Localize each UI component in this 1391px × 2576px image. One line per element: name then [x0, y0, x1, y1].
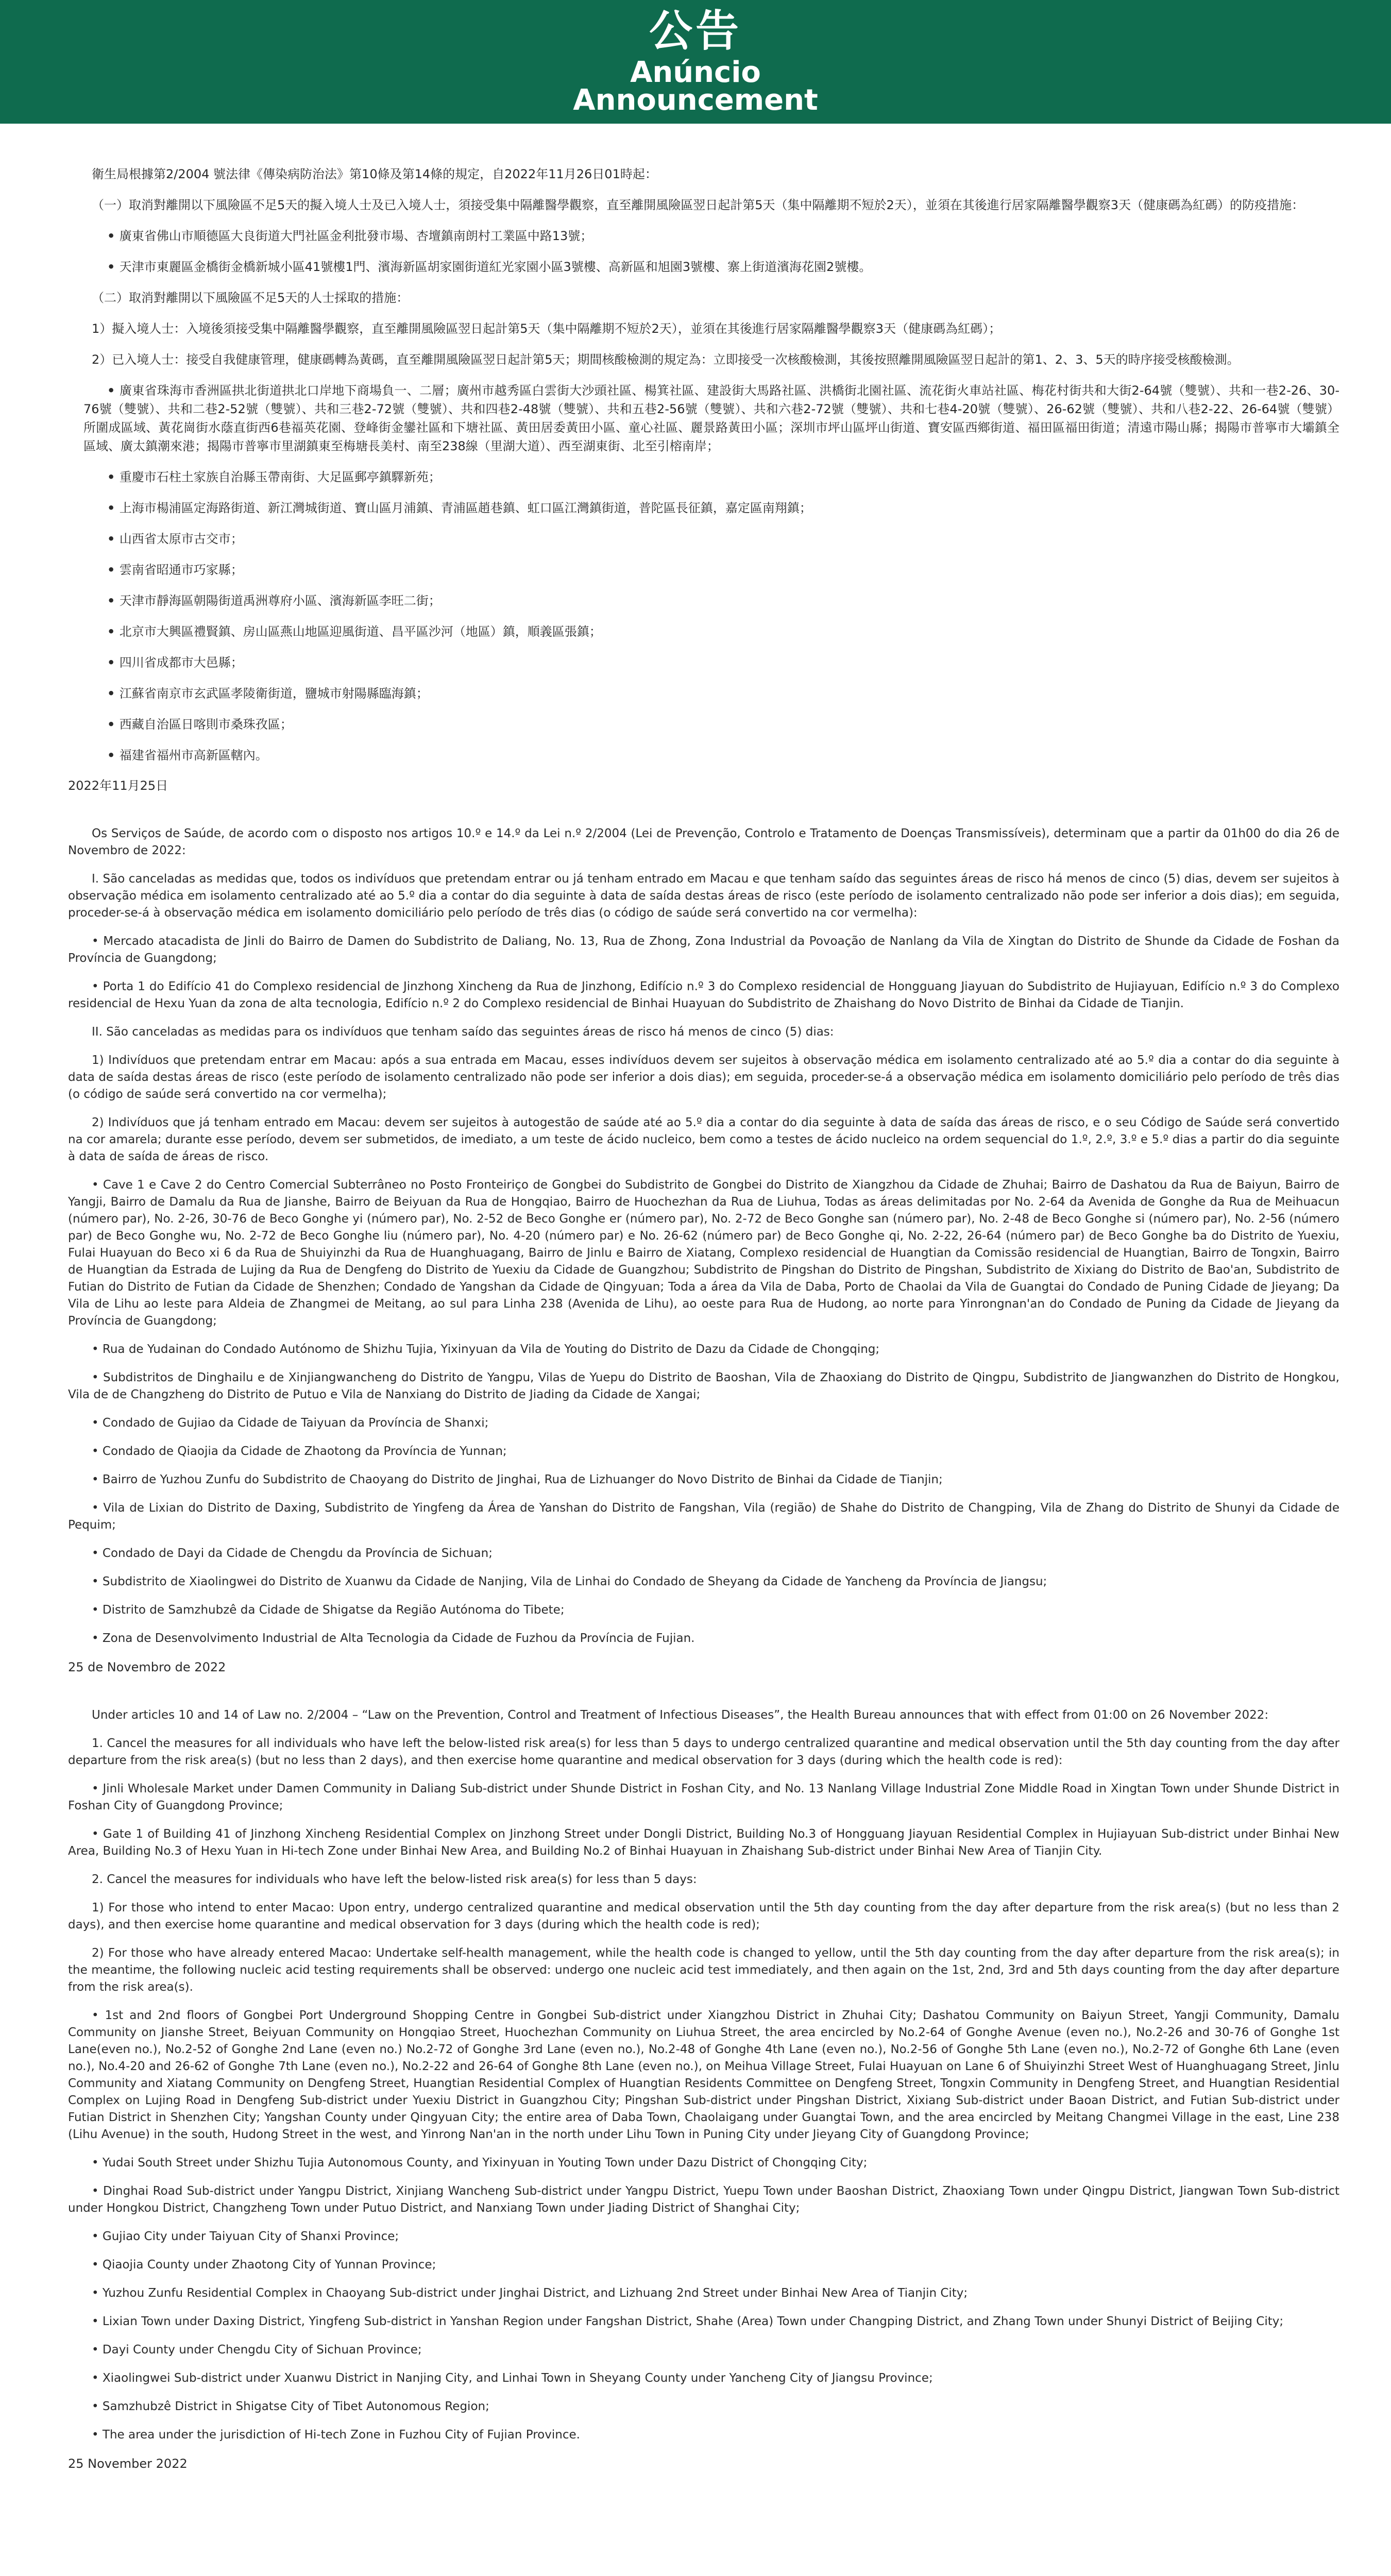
zh-date: 2022年11月25日 [68, 778, 168, 793]
list-item: • Porta 1 do Edifício 41 do Complexo residencial de Jinzhong Xincheng da Rua de Jinzhong, Edifício n.º 3 do Complexo residencial de Hongguang Jiayuan do Subdistrito de Hujiayuan, Edifício n.º 3 do Complexo residencial de Hexu Yuan da zona de alta tecnologia, Edifício n.º 2 do Complexo residencial de Binhai Huayuan do Subdistrito de Zhaishang do Novo Distrito de Binhai da Cidade de Tianjin. [68, 980, 1339, 1010]
list-item: • The area under the jurisdiction of Hi-tech Zone in Fuzhou City of Fujian Province. [92, 2428, 580, 2442]
pt-intro: Os Serviços de Saúde, de acordo com o disposto nos artigos 10.º e 14.º da Lei n.º 2/2004 (Lei de Prevenção, Controlo e Tratamento de Doenças Transmissíveis), determinam que a partir da 01h00 do dia 26 de Novembro de 2022: [68, 827, 1339, 857]
list-item: • Qiaojia County under Zhaotong City of Yunnan Province; [92, 2258, 436, 2272]
en-para-1: 1. Cancel the measures for all individuals who have left the below-listed risk area(s) for less than 5 days to undergo centralized quarantine and medical observation until the 5th day counting from the day after departure from the risk area(s) (but no less than 2 days), and then exercise home quarantine and medical observation for 3 days (during which the health code is red): [68, 1737, 1339, 1767]
list-item: • Subdistrito de Xiaolingwei do Distrito de Xuanwu da Cidade de Nanjing, Vila de Linhai do Condado de Sheyang da Cidade de Yancheng da Província de Jiangsu; [92, 1575, 1047, 1588]
list-item: • Lixian Town under Daxing District, Yingfeng Sub-district in Yanshan Region under Fangshan District, Shahe (Area) Town under Changping District, and Zhang Town under Shunyi District of Beijing City; [92, 2315, 1284, 2328]
pt-para-1: I. São canceladas as medidas que, todos os indivíduos que pretendam entrar ou já tenham entrado em Macau e que tenham saído das seguintes áreas de risco há menos de cinco (5) dias, devem ser sujeitos à observação médica em isolamento centralizado até ao 5.º dia a contar do dia seguinte à data de saída destas áreas de risco (este período de isolamento centralizado não pode ser inferior a dois dias); em seguida, proceder-se-á à observação médica em isolamento domiciliário pelo período de três dias (o código de saúde será convertido na cor vermelha): [68, 872, 1339, 920]
list-item: • Condado de Qiaojia da Cidade de Zhaotong da Província de Yunnan; [92, 1445, 507, 1458]
list-item: • Cave 1 e Cave 2 do Centro Comercial Subterrâneo no Posto Fronteiriço de Gongbei do Subdistrito de Gongbei do Distrito de Xiangzhou da Cidade de Zhuhai; Bairro de Dashatou da Rua de Baiyun, Bairro de Yangji, Bairro de Damalu da Rua de Jianshe, Bairro de Beiyuan da Rua de Hongqiao, Bairro de Huochezhan da Rua de Liuhua, Todas as áreas delimitadas por No. 2-64 da Avenida de Gonghe da Rua de Meihuacun (número par), No. 2-26, 30-76 de Beco Gonghe yi (número par), No. 2-52 de Beco Gonghe er (número par), No. 2-72 de Beco Gonghe san (número par), No. 2-48 de Beco Gonghe si (número par), No. 2-56 (número par) de Beco Gonghe wu, No. 2-72 de Beco Gonghe liu (número par), No. 4-20 (número par) e No. 26-62 (número par) de Beco Gonghe qi, No. 2-22, 26-64 (número par) de Beco Gonghe ba do Distrito de Yuexiu, Fulai Huayuan do Beco xi 6 da Rua de Shuiyinzhi da Rua de Huanghuagang, Bairro de Jinlu e Bairro de Xiatang, Complexo residencial de Huangtian da Comissão residencial de Huangtian, Bairro de Tongxin, Bairro de Huangtian da Estrada de Lujing da Rua de Dengfeng do Distrito de Yuexiu da Cidade de Guangzhou; Subdistrito de Pingshan do Distrito de Pingshan, Subdistrito de Xixiang do Distrito de Bao'an, Subdistrito de Futian do Distrito de Futian da Cidade de Shenzhen; Condado de Yangshan da Cidade de Qingyuan; Toda a área da Vila de Daba, Porto de Chaolai da Vila de Guangtai do Condado de Puning Cidade de Jieyang; Da Vila de Lihu ao leste para Aldeia de Zhangmei de Meitang, ao sul para Linha 238 (Avenida de Lihu), ao oeste para Rua de Hudong, ao norte para Yinrongnan'an do Condado de Puning da Cidade de Jieyang da Província de Guangdong; [68, 1178, 1339, 1328]
en-para-2: 2. Cancel the measures for individuals who have left the below-listed risk area(s) for less than 5 days: [92, 1873, 697, 1886]
list-item: • 廣東省佛山市順德區大良街道大門社區金利批發市場、杏壇鎮南朗村工業區中路13號； [107, 229, 593, 243]
section-zh [68, 165, 1339, 794]
pt-para-2-1: 1) Indivíduos que pretendam entrar em Macau: após a sua entrada em Macau, esses indivíduos devem ser sujeitos à observação médica em isolamento centralizado até ao 5.º dia a contar do dia seguinte à data de saída destas áreas de risco (este período de isolamento centralizado não pode ser inferior a dois dias); em seguida, proceder-se-á a observação médica em isolamento domiciliário pelo período de três dias (o código de saúde será convertido na cor vermelha); [68, 1054, 1339, 1101]
list-item: • Zona de Desenvolvimento Industrial de Alta Tecnologia da Cidade de Fuzhou da Província de Fujian. [92, 1632, 695, 1645]
list-item: • Distrito de Samzhubzê da Cidade de Shigatse da Região Autónoma do Tibete; [92, 1603, 565, 1617]
list-item: • Condado de Gujiao da Cidade de Taiyuan da Província de Shanxi; [92, 1416, 489, 1430]
zh-para-2: （二）取消對離開以下風險區不足5天的人士採取的措施： [92, 291, 409, 305]
list-item: • Gate 1 of Building 41 of Jinzhong Xincheng Residential Complex on Jinzhong Street under Dongli District, Building No.3 of Hongguang Jiayuan Residential Complex in Hujiayuan Sub-district under Binhai New Area, Building No.3 of Hexu Yuan in Hi-tech Zone under Binhai New Area, and Building No.2 of Binhai Huayuan in Zhaishang Sub-district under Binhai New Area of Tianjin City. [68, 1827, 1339, 1858]
zh-intro: 衛生局根據第2/2004 號法律《傳染病防治法》第10條及第14條的規定，自2022年11月26日01時起： [92, 167, 657, 181]
en-para-2-2: 2) For those who have already entered Macao: Undertake self-health management, while the health code is changed to yellow, until the 5th day counting from the day after departure from the risk area(s); in the meantime, the following nucleic acid testing requirements shall be observed: undergo one nucleic acid test immediately, and then again on the 1st, 2nd, 3rd and 5th days counting from the day after departure from the risk area(s). [68, 1946, 1339, 1994]
list-item: • 天津市靜海區朝陽街道禹洲尊府小區、濱海新區李旺二街； [107, 594, 441, 608]
list-item: • Dayi County under Chengdu City of Sichuan Province; [92, 2343, 422, 2357]
list-item: • 山西省太原市古交市； [107, 532, 243, 546]
list-item: • 上海市楊浦區定海路街道、新江灣城街道、寶山區月浦鎮、青浦區趙巷鎮、虹口區江灣鎮街道，普陀區長征鎮，嘉定區南翔鎮； [107, 501, 812, 515]
list-item: • Xiaolingwei Sub-district under Xuanwu District in Nanjing City, and Linhai Town in Sheyang County under Yancheng City of Jiangsu Province; [92, 2371, 933, 2385]
list-item: • Samzhubzê District in Shigatse City of Tibet Autonomous Region; [92, 2400, 489, 2413]
announcement-body [68, 165, 1339, 2503]
list-item: • 北京市大興區禮賢鎮、房山區燕山地區迎風街道、昌平區沙河（地區）鎮，順義區張鎮； [107, 624, 602, 639]
list-item: • 江蘇省南京市玄武區孝陵衛街道，鹽城市射陽縣臨海鎮； [107, 686, 429, 701]
en-date: 25 November 2022 [68, 2456, 188, 2471]
section-en [68, 1707, 1339, 2472]
section-pt [68, 825, 1339, 1676]
list-item: • 雲南省昭通市巧家縣； [107, 563, 243, 577]
en-para-2-1: 1) For those who intend to enter Macao: Upon entry, undergo centralized quarantine and medical observation until the 5th day counting from the day after departure from the risk area(s) (but no less than 2 days), and then exercise home quarantine and medical observation for 3 days (during which the health code is red); [68, 1901, 1339, 1931]
list-item: • Yuzhou Zunfu Residential Complex in Chaoyang Sub-district under Jinghai District, and Lizhuang 2nd Street under Binhai New Area of Tianjin City; [92, 2286, 968, 2300]
list-item: • 廣東省珠海市香洲區拱北街道拱北口岸地下商場負一、二層；廣州市越秀區白雲街大沙頭社區、楊箕社區、建設街大馬路社區、洪橋街北園社區、流花街火車站社區、梅花村街共和大街2-64號（雙號）、共和一巷2-26、30-76號（雙號）、共和二巷2-52號（雙號）、共和三巷2-72號（雙號）、共和四巷2-48號（雙號）、共和五巷2-56號（雙號）、共和六巷2-72號（雙號）、共和七巷4-20號（雙號）、26-62號（雙號）、共和八巷2-22、26-64號（雙號）所圍成區域、黃花崗街水蔭直街西6巷福英花園、登峰街金鑾社區和下塘社區、黃田居委黃田小區、童心社區、麗景路黃田小區；深圳市坪山區坪山街道、寶安區西鄉街道、福田區福田街道；清遠市陽山縣；揭陽市普寧市大壩鎮全區域、廣太鎮潮來港；揭陽市普寧市里湖鎮東至梅塘長美村、南至238線（里湖大道）、西至湖東街、北至引榕南岸； [83, 383, 1339, 453]
list-item: • Bairro de Yuzhou Zunfu do Subdistrito de Chaoyang do Distrito de Jinghai, Rua de Lizhuanger do Novo Distrito de Binhai da Cidade de Tianjin; [92, 1473, 943, 1486]
zh-para-1: （一）取消對離開以下風險區不足5天的擬入境人士及已入境人士，須接受集中隔離醫學觀察，直至離開風險區翌日起計第5天（集中隔離期不短於2天），並須在其後進行居家隔離醫學觀察3天（健康碼為紅碼）的防疫措施： [92, 198, 1304, 212]
list-item: • 四川省成都市大邑縣； [107, 655, 243, 670]
list-item: • 福建省福州市高新區轄內。 [107, 748, 268, 762]
en-intro: Under articles 10 and 14 of Law no. 2/2004 – “Law on the Prevention, Control and Treatment of Infectious Diseases”, the Health Bureau announces that with effect from 01:00 on 26 November 2022: [92, 1708, 1269, 1722]
zh-para-2-1: 1）擬入境人士：入境後須接受集中隔離醫學觀察，直至離開風險區翌日起計第5天（集中隔離期不短於2天），並須在其後進行居家隔離醫學觀察3天（健康碼為紅碼）； [92, 321, 1002, 336]
title-pt: Anúncio [630, 56, 761, 89]
list-item: • 重慶市石柱土家族自治縣玉帶南街、大足區郵亭鎮驛新苑； [107, 470, 441, 484]
list-item: • Vila de Lixian do Distrito de Daxing, Subdistrito de Yingfeng da Área de Yanshan do Distrito de Fangshan, Vila (região) de Shahe do Distrito de Changping, Vila de Zhang do Distrito de Shunyi da Cidade de Pequim; [68, 1501, 1339, 1532]
pt-para-2: II. São canceladas as medidas para os indivíduos que tenham saído das seguintes áreas de risco há menos de cinco (5) dias: [92, 1025, 834, 1039]
title-zh: 公告 [649, 6, 742, 56]
pt-date: 25 de Novembro de 2022 [68, 1660, 226, 1674]
list-item: • Dinghai Road Sub-district under Yangpu District, Xinjiang Wancheng Sub-district under Yangpu District, Yuepu Town under Baoshan District, Zhaoxiang Town under Qingpu District, Jiangwan Town Sub-district under Hongkou District, Changzheng Town under Putuo District, and Nanxiang Town under Jiading District of Shanghai City; [68, 2184, 1339, 2215]
list-item: • Subdistritos de Dinghailu e de Xinjiangwancheng do Distrito de Yangpu, Vilas de Yuepu do Distrito de Baoshan, Vila de Zhaoxiang do Distrito de Qingpu, Subdistrito de Jiangwanzhen do Distrito de Hongkou, Vila de de Changzheng do Distrito de Putuo e Vila de Nanxiang do Distrito de Jiading da Cidade de Xangai; [68, 1371, 1339, 1401]
header-banner [0, 0, 1391, 124]
list-item: • 西藏自治區日喀則市桑珠孜區； [107, 717, 293, 732]
pt-para-2-2: 2) Indivíduos que já tenham entrado em Macau: devem ser sujeitos à autogestão de saúde até ao 5.º dia a contar do dia seguinte à data de saída das áreas de risco, e o seu Código de Saúde será convertido na cor amarela; durante esse período, devem ser submetidos, de imediato, a um teste de ácido nucleico, bem como a testes de ácido nucleico na ordem sequencial do 1.º, 2.º, 3.º e 5.º dias a partir do dia seguinte à data de saída de áreas de risco. [68, 1116, 1339, 1163]
title-en: Announcement [573, 83, 818, 117]
list-item: • Gujiao City under Taiyuan City of Shanxi Province; [92, 2230, 399, 2243]
list-item: • Yudai South Street under Shizhu Tujia Autonomous County, and Yixinyuan in Youting Town under Dazu District of Chongqing City; [92, 2156, 868, 2170]
list-item: • Rua de Yudainan do Condado Autónomo de Shizhu Tujia, Yixinyuan da Vila de Youting do Distrito de Dazu da Cidade de Chongqing; [92, 1343, 880, 1356]
list-item: • Mercado atacadista de Jinli do Bairro de Damen do Subdistrito de Daliang, No. 13, Rua de Zhong, Zona Industrial da Povoação de Nanlang da Vila de Xingtan do Distrito de Shunde da Cidade de Foshan da Província de Guangdong; [68, 935, 1339, 965]
zh-para-2-2: 2）已入境人士：接受自我健康管理，健康碼轉為黃碼，直至離開風險區翌日起計第5天；期間核酸檢測的規定為：立即接受一次核酸檢測，其後按照離開風險區翌日起計的第1、2、3、5天的時序接受核酸檢測。 [92, 352, 1240, 367]
list-item: • 天津市東麗區金橋街金橋新城小區41號樓1門、濱海新區胡家園街道紅光家園小區3號樓、高新區和旭園3號樓、寨上街道濱海花園2號樓。 [107, 260, 872, 274]
list-item: • 1st and 2nd floors of Gongbei Port Underground Shopping Centre in Gongbei Sub-district under Xiangzhou District in Zhuhai City; Dashatou Community on Baiyun Street, Yangji Community, Damalu Community on Jianshe Street, Beiyuan Community on Hongqiao Street, Huochezhan Community on Liuhua Street, the area encircled by No.2-64 of Gonghe Avenue (even no.), No.2-26 and 30-76 of Gonghe 1st Lane(even no.), No.2-52 of Gonghe 2nd Lane (even no.) No.2-72 of Gonghe 3rd Lane (even no.), No.2-48 of Gonghe 4th Lane (even no.), No.2-56 of Gonghe 5th Lane (even no.), No.2-72 of Gonghe 6th Lane (even no.), No.4-20 and 26-62 of Gonghe 7th Lane (even no.), No.2-22 and 26-64 of Gonghe 8th Lane (even no.), on Meihua Village Street, Fulai Huayuan on Lane 6 of Shuiyinzhi Street West of Huanghuagang Street, Jinlu Community and Xiatang Community on Dengfeng Street, Huangtian Residential Complex of Huangtian Residents Committee on Dengfeng Street, Tongxin Community in Dengfeng Street, and Huangtian Residential Complex on Lujing Road in Dengfeng Sub-district under Yuexiu District in Guangzhou City; Pingshan Sub-district under Pingshan District, Xixiang Sub-district under Baoan District, and Futian Sub-district under Futian District in Shenzhen City; Yangshan County under Qingyuan City; the entire area of Daba Town, Chaolaigang under Guangtai Town, and the area encircled by Meitang Changmei Village in the east, Line 238 (Lihu Avenue) in the south, Hudong Street in the west, and Yinrong Nan'an in the north under Lihu Town in Puning City under Jieyang City of Guangdong Province; [68, 2009, 1339, 2141]
list-item: • Jinli Wholesale Market under Damen Community in Daliang Sub-district under Shunde District in Foshan City, and No. 13 Nanlang Village Industrial Zone Middle Road in Xingtan Town under Shunde District in Foshan City of Guangdong Province; [68, 1782, 1339, 1812]
list-item: • Condado de Dayi da Cidade de Chengdu da Província de Sichuan; [92, 1547, 493, 1560]
